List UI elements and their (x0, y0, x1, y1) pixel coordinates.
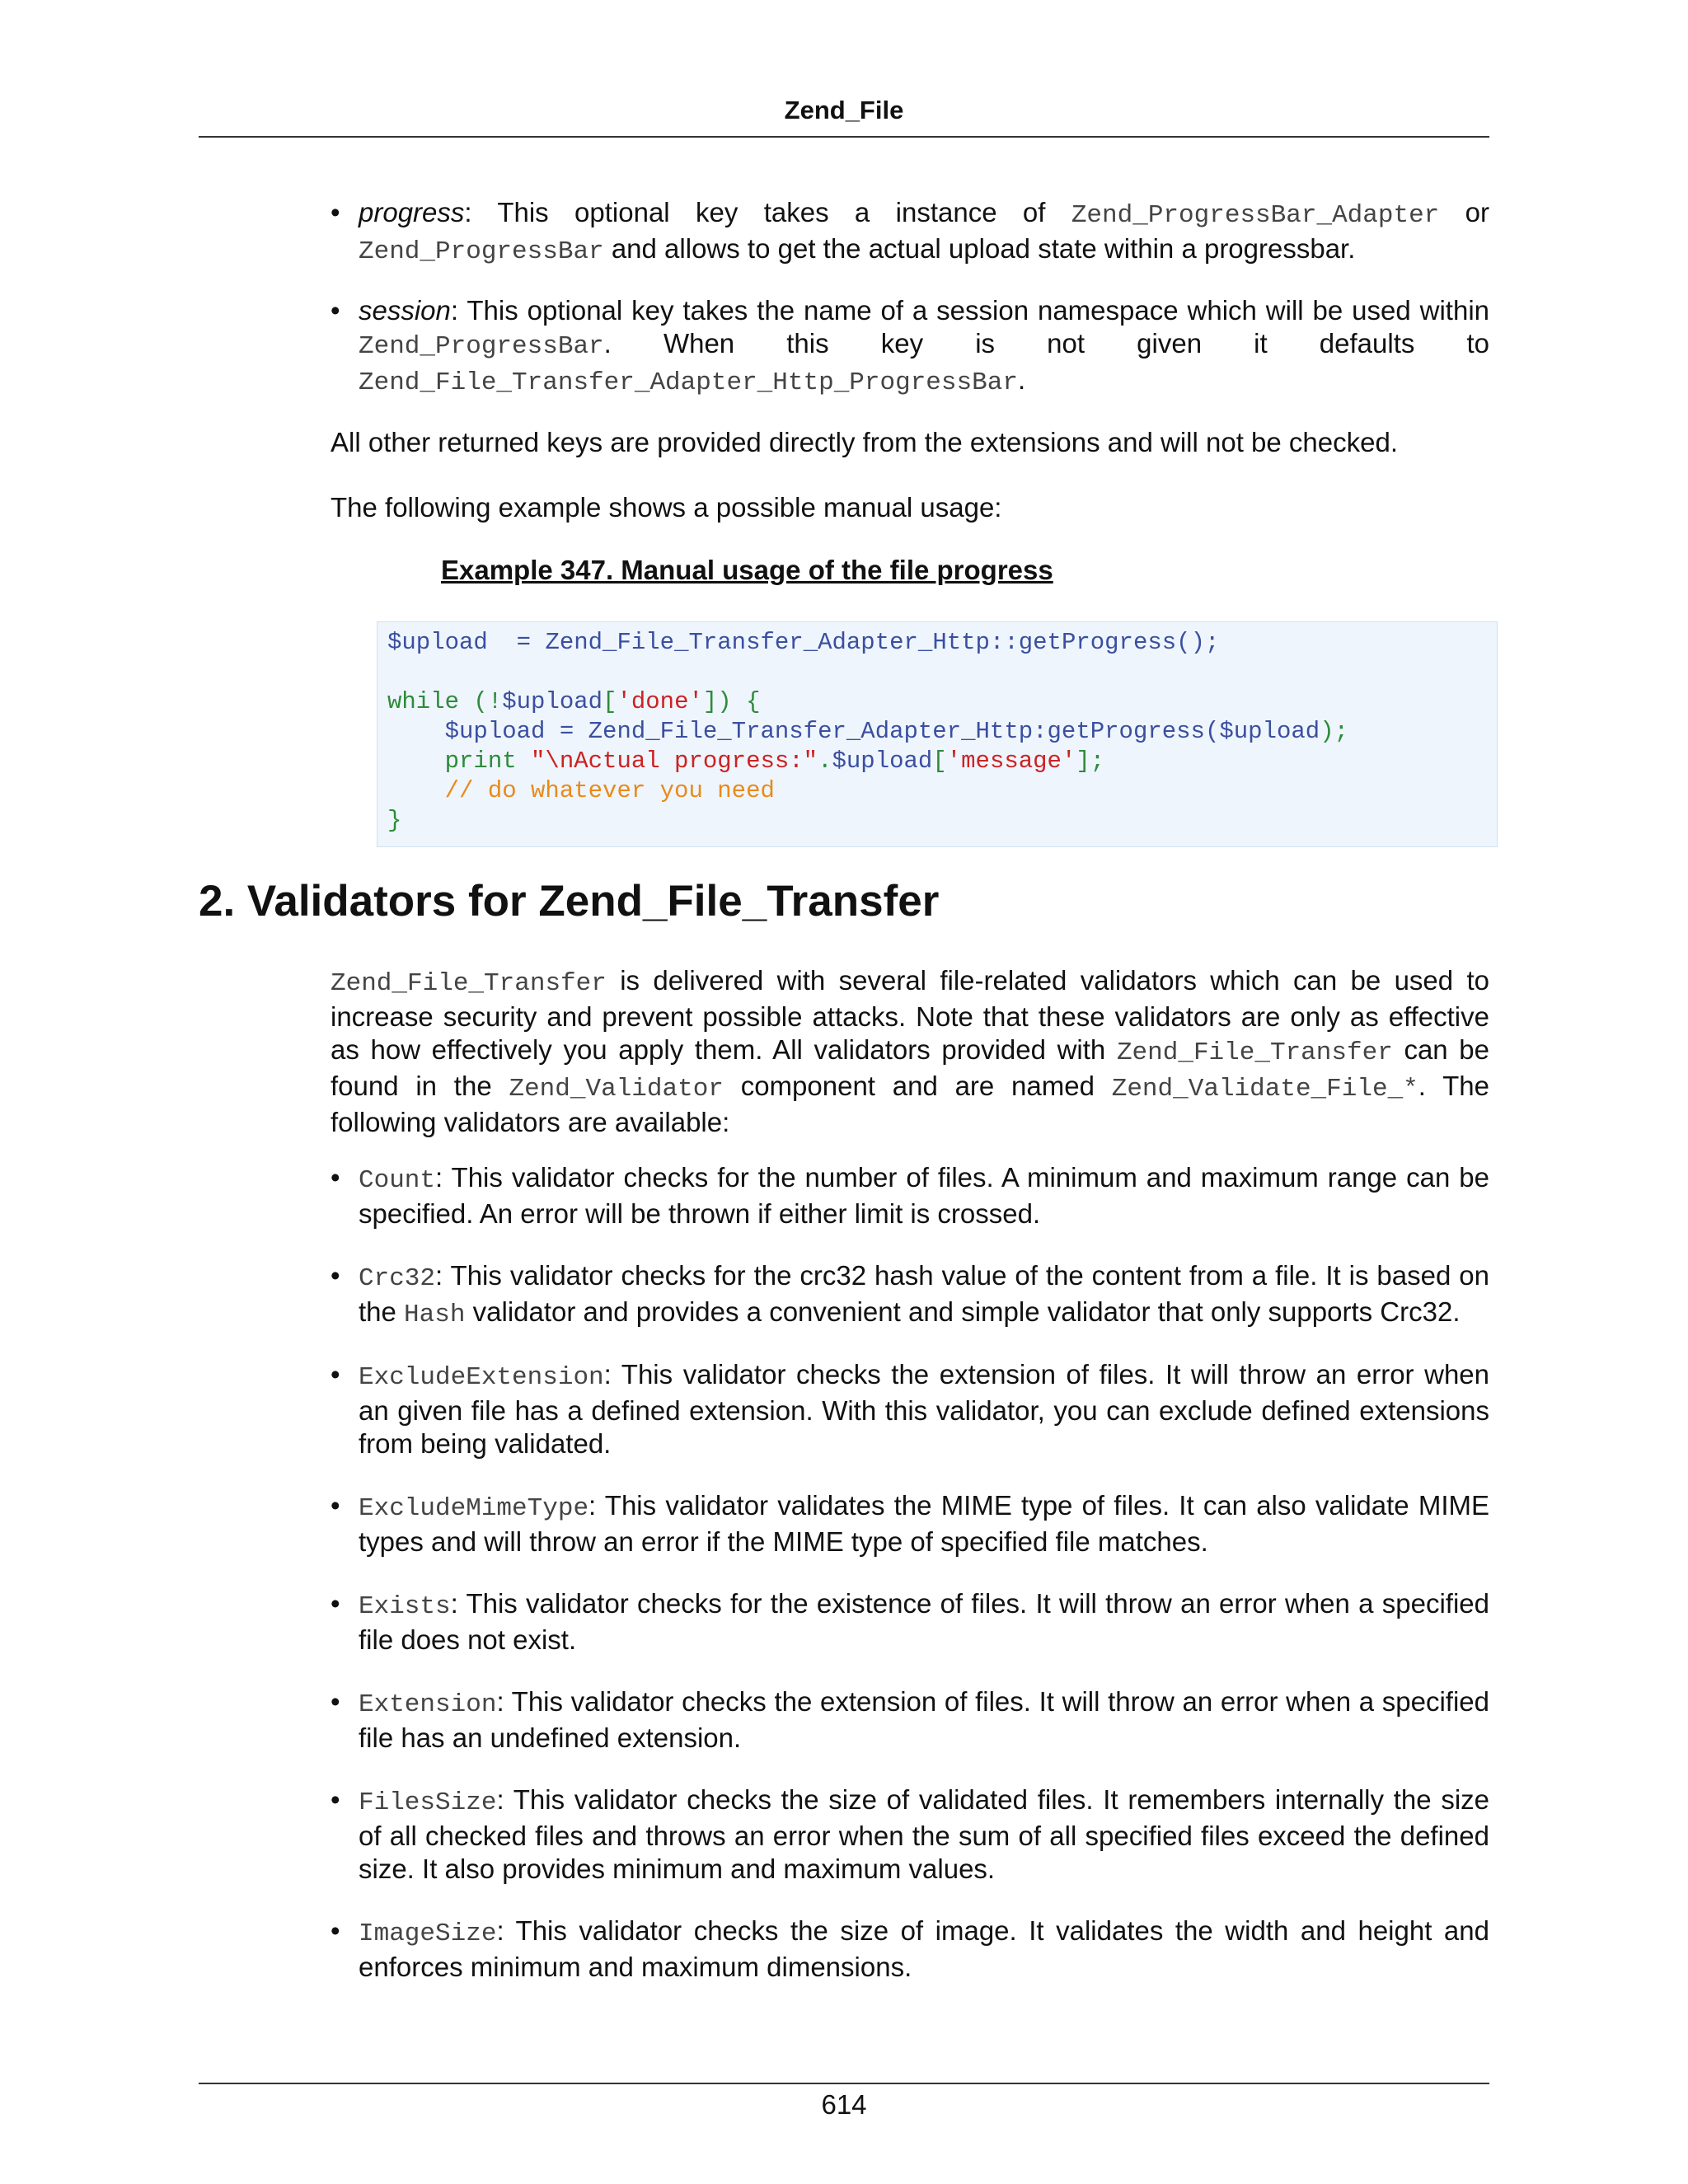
section-heading: 2. Validators for Zend_File_Transfer (199, 877, 940, 926)
inline-code: Hash (404, 1301, 466, 1329)
bullet-text (359, 1587, 1489, 1657)
text: and allows to get the actual upload state within a progressbar. (603, 233, 1356, 264)
bullet-text (359, 1161, 1489, 1230)
bullet-dot: • (331, 1359, 340, 1390)
bullet-text (359, 1259, 1489, 1332)
code-line: while (!$upload['done']) { (387, 688, 761, 715)
bullet-text (359, 1685, 1489, 1755)
code-line: $upload = Zend_File_Transfer_Adapter_Http::getProgress(); (387, 629, 1220, 656)
bullet-dot: • (331, 1490, 340, 1521)
inline-code: Zend_Validator (509, 1075, 724, 1104)
code-line: $upload = Zend_File_Transfer_Adapter_Http:getProgress($upload); (387, 718, 1349, 745)
text: : This validator checks the size of validated files. It remembers internally the size of all checked files and throws an error when the sum of all specified files exceed the defined size. It also provides minimum and maximum values. (359, 1784, 1489, 1884)
bullet-dot: • (331, 295, 340, 326)
validator-name: ImageSize (359, 1919, 497, 1948)
inline-code: Zend_File_Transfer (1116, 1038, 1393, 1067)
inline-code: Zend_File_Transfer (331, 969, 607, 998)
bullet-text (359, 294, 1489, 400)
term: progress (359, 197, 465, 227)
code-line: print "\nActual progress:".$upload['message']; (387, 748, 1105, 775)
text: : This validator checks for the existence of files. It will throw an error when a specified file does not exist. (359, 1588, 1489, 1655)
validator-name: FilesSize (359, 1788, 497, 1817)
bullet-text (359, 196, 1489, 269)
text: : This validator checks for the number of files. A minimum and maximum range can be specified. An error will be thrown if either limit is crossed. (359, 1162, 1489, 1229)
inline-code: Zend_ProgressBar (359, 332, 604, 361)
bullet-text (359, 1783, 1489, 1886)
bullet-dot: • (331, 1915, 340, 1946)
code-line: } (387, 807, 402, 834)
header-title: Zend_File (784, 96, 904, 124)
text: : This validator checks the extension of files. It will throw an error when a specified file has an undefined extension. (359, 1686, 1489, 1753)
footer-rule (199, 2083, 1489, 2084)
text: : This validator checks for the crc32 hash value of the content from a file. It is based on the (359, 1260, 1489, 1327)
validator-name: Count (359, 1166, 436, 1195)
section-intro (331, 964, 1489, 1139)
bullet-dot: • (331, 1588, 340, 1619)
code-line: // do whatever you need (387, 777, 775, 804)
text: component and are named (723, 1071, 1112, 1101)
code-block (377, 621, 1498, 847)
validator-name: ExcludeMimeType (359, 1494, 589, 1523)
term: session (359, 295, 451, 326)
inline-code: Zend_ProgressBar_Adapter (1071, 201, 1440, 230)
validator-name: Exists (359, 1592, 451, 1621)
validator-name: Crc32 (359, 1264, 436, 1293)
inline-code: Zend_Validate_File_* (1111, 1075, 1418, 1104)
text: . When this key is not given it defaults to (603, 328, 1489, 359)
text: : This optional key takes the name of a session namespace which will be used within (450, 295, 1489, 326)
text: : This validator checks the size of image. It validates the width and height and enforces minimum and maximum dimensions. (359, 1915, 1489, 1982)
text: : This validator checks the extension of files. It will throw an error when an given file has a defined extension. With this validator, you can exclude defined extensions from being validated. (359, 1359, 1489, 1459)
bullet-dot: • (331, 1162, 340, 1193)
bullet-text (359, 1915, 1489, 1984)
example-title: Example 347. Manual usage of the file progress (441, 555, 1053, 585)
validator-name: Extension (359, 1690, 497, 1719)
bullet-text (359, 1358, 1489, 1460)
text: or (1439, 197, 1490, 227)
text: . The following validators are available: (331, 1071, 1489, 1137)
bullet-text (359, 1489, 1489, 1558)
validator-name: ExcludeExtension (359, 1363, 604, 1392)
text: is delivered with several file-related validators which can be used to increase security and prevent possible attacks. Note that these validators are only as effective as how effectively you apply them. All validators provided with (331, 965, 1489, 1065)
bullet-dot: • (331, 197, 340, 227)
text: validator and provides a convenient and simple validator that only supports Crc32. (465, 1296, 1461, 1327)
paragraph-other-keys: All other returned keys are provided directly from the extensions and will not be checked. (331, 427, 1399, 457)
inline-code: Zend_File_Transfer_Adapter_Http_ProgressBar (359, 368, 1018, 397)
text: : This optional key takes a instance of (464, 197, 1071, 227)
bullet-dot: • (331, 1686, 340, 1717)
text: can be found in the (331, 1034, 1489, 1101)
bullet-dot: • (331, 1784, 340, 1815)
page-number: 614 (821, 2089, 867, 2120)
inline-code: Zend_ProgressBar (359, 237, 604, 266)
paragraph-example-intro: The following example shows a possible manual usage: (331, 492, 1002, 523)
bullet-dot: • (331, 1260, 340, 1291)
text: : This validator validates the MIME type of files. It can also validate MIME types and will throw an error if the MIME type of specified file matches. (359, 1490, 1489, 1557)
text: . (1017, 364, 1026, 395)
header-rule (199, 136, 1489, 138)
